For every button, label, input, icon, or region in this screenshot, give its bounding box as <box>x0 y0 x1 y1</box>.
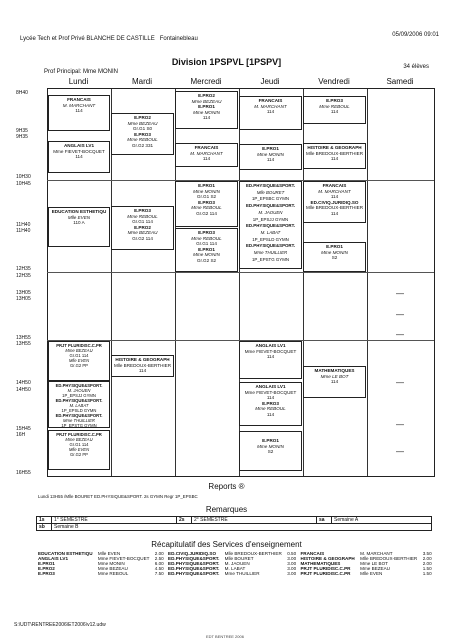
course-block[interactable]: E.PRO1 Mme MONIN S2 <box>239 431 302 471</box>
day-tuesday: Mardi <box>131 77 152 86</box>
time-label: 11H40 <box>16 222 31 228</box>
page-title: Division 1PSPVL [1PSPV] <box>171 57 282 67</box>
day-friday: Vendredi <box>318 77 350 86</box>
day-thursday: Jeudi <box>260 77 280 86</box>
recap-row: EDUCATION ESTHETIQU Mlle EVEN 2.00 ED.CIVIQ.JURIDIQ.SO Mlle BREDOUX-BERTHIER 0.50 FRANCAIS M. MARCHANT 3.50 <box>38 551 432 556</box>
remarques-table: 1s 1° SEMESTRE 2s 2° SEMESTRE sa Semaine A sb Semaine B <box>36 516 432 531</box>
reports-line: Lundi 13H55 /Mlle BOURET ED.PHYSIQUE&SPORT. 2s GYMN Regr 1P_EPSBC <box>38 494 198 499</box>
time-label: 12H35 <box>16 266 31 272</box>
time-label: 13H55 <box>16 335 31 341</box>
course-block[interactable]: ANGLAIS LV1 Mme FIEVET-BOCQUET 114 <box>48 141 110 173</box>
course-block[interactable]: PRJT PLURIDISC.C.PR Mme BEZEAU Gr.G1 114 Mlle EVEN Gr.G2 PP <box>48 430 110 470</box>
time-label: 15H45 <box>16 426 31 432</box>
footer-tag: EDT BENTREE 2006 <box>206 634 244 639</box>
course-block[interactable]: MATHEMATIQUES Mme LE BOT 114 <box>303 366 366 398</box>
course-block[interactable]: E.PRO1 Mme MONIN S2 <box>303 242 366 272</box>
remarques-title: Remarques <box>205 505 248 514</box>
time-label: 8H40 <box>16 90 28 96</box>
recap-table <box>36 551 434 576</box>
recap-row: ANGLAIS LV1 Mme FIEVET-BOCQUET 2.50 ED.PHYSIQUE&SPORT. Mlle BOURET 3.00 HISTOIRE & GEOGRAPH Mlle BREDOUX-BERTHIER 2.00 <box>38 556 432 561</box>
print-datetime: 05/09/2006 09:01 <box>392 32 439 38</box>
time-label: 16H55 <box>16 470 31 476</box>
empty-slot: — <box>396 310 404 319</box>
course-block[interactable]: E.PRO2 Mme BEZEAU E.PRO1 Mme MONIN 114 <box>175 91 238 129</box>
time-label: 10H45 <box>16 181 31 187</box>
student-count: 34 élèves <box>403 64 429 70</box>
course-block[interactable]: E.PRO2 Mme BEZEAU Gr.G1 S0 E.PRO3 Mme REBOUL Gr.G2 331 <box>111 113 174 155</box>
empty-slot: — <box>396 447 404 456</box>
time-label: 13H05 <box>16 296 31 302</box>
course-block[interactable]: E.PRO3 Mme REBOUL 114 <box>303 96 366 124</box>
course-block[interactable]: HISTOIRE & GEOGRAPH Mlle BREDOUX-BERTHIER 114 <box>111 355 174 377</box>
file-path: S:\UDT\RENTREE2006\ET2006\v12.udw <box>14 622 106 628</box>
course-block[interactable]: ED.PHYSIQUE&SPORT. M. JAOUEN 1P_EPSJJ GYMN ED.PHYSIQUE&SPORT. M. LABAT 1P_EPSLD GYMN ED.PHYSIQUE&SPORT. Mme THUILLIER 1P_EPSTG GYMN <box>48 381 110 428</box>
course-block[interactable]: FRANCAIS M. MARCHANT 114 ED.CIVIQ.JURIDIQ.SO Mlle BREDOUX-BERTHIER 114 <box>303 181 366 223</box>
course-block[interactable]: ANGLAIS LV1 Mme FIEVET-BOCQUET 114 E.PRO3 Mme REBOUL 114 <box>239 382 302 426</box>
empty-slot: — <box>396 378 404 387</box>
course-block[interactable]: PRJT PLURIDISC.C.PR Mme BEZEAU Gr.G1 114 Mlle EVEN Gr.G2 PP <box>48 341 110 381</box>
course-block[interactable]: E.PRO3 Mme REBOUL Gr.G1 114 E.PRO2 Mme BEZEAU Gr.G2 114 <box>111 206 174 250</box>
city: Fontainebleau <box>159 36 198 42</box>
course-block[interactable]: E.PRO3 Mme REBOUL Gr.G1 114 E.PRO1 Mme MONIN Gr.G2 S2 <box>175 228 238 272</box>
empty-slot: — <box>396 289 404 298</box>
time-label: 12H35 <box>16 273 31 279</box>
course-block[interactable]: ED.PHYSIQUE&SPORT. Mlle BOURET 1P_EPSBC GYMN ED.PHYSIQUE&SPORT. M. JAOUEN 1P_EPSJJ GYMN ED.PHYSIQUE&SPORT. M. LABAT 1P_EPSLD GYMN ED.PHYSIQUE&SPORT. Mme THUILLIER 1P_EPSTG GYMN <box>239 181 302 269</box>
time-label: 10H30 <box>16 174 31 180</box>
recap-title: Récapitulatif des Services d'enseignement <box>151 540 302 549</box>
day-wednesday: Mercredi <box>190 77 222 86</box>
time-label: 14H50 <box>16 380 31 386</box>
time-label: 9H35 <box>16 128 28 134</box>
empty-slot: — <box>396 330 404 339</box>
time-label: 11H40 <box>16 228 31 234</box>
recap-row: E.PRO3 Mme REBOUL 7.50 ED.PHYSIQUE&SPORT. Mme THUILLIER 3.00 PRJT PLURIDISC.C.PR Mlle EVEN 1.50 <box>38 571 432 576</box>
school-name: Lycée Tech et Prof Privé BLANCHE DE CASTILLE Fontainebleau <box>20 36 198 42</box>
course-block[interactable]: FRANCAIS M. MARCHANT 114 <box>48 95 110 131</box>
reports-title: Reports ® <box>208 482 245 491</box>
course-block[interactable]: FRANCAIS M. MARCHANT 114 <box>175 143 238 167</box>
recap-row: E.PRO2 Mme BEZEAU 4.50 ED.PHYSIQUE&SPORT. M. LABAT 3.00 PRJT PLURIDISC.C.PR Mme BEZEAU 1.50 <box>38 566 432 571</box>
time-label: 14H50 <box>16 387 31 393</box>
course-block[interactable]: EDUCATION ESTHETIQU Mlle EVEN 110 A <box>48 207 110 247</box>
course-block[interactable]: E.PRO1 Mme MONIN 114 <box>239 144 302 170</box>
course-block[interactable]: E.PRO1 Mme MONIN Gr.G1 S2 E.PRO3 Mme REBOUL Gr.G2 114 <box>175 181 238 227</box>
time-label: 16H <box>16 432 26 438</box>
course-block[interactable]: ANGLAIS LV1 Mme FIEVET-BOCQUET 114 <box>239 341 302 379</box>
course-block[interactable]: FRANCAIS M. MARCHANT 114 <box>239 96 302 130</box>
empty-slot: — <box>396 420 404 429</box>
day-monday: Lundi <box>68 77 89 86</box>
time-label: 9H35 <box>16 134 28 140</box>
principal: Prof Principal: Mme MONIN <box>44 69 119 75</box>
time-label: 13H55 <box>16 341 31 347</box>
day-saturday: Samedi <box>386 77 414 86</box>
time-label: 13H05 <box>16 290 31 296</box>
course-block[interactable]: HISTOIRE & GEOGRAPH Mlle BREDOUX-BERTHIER 114 <box>303 143 366 169</box>
recap-row: E.PRO1 Mme MONIN 6.00 ED.PHYSIQUE&SPORT. M. JAOUEN 3.00 MATHEMATIQUES Mme LE BOT 2.00 <box>38 561 432 566</box>
